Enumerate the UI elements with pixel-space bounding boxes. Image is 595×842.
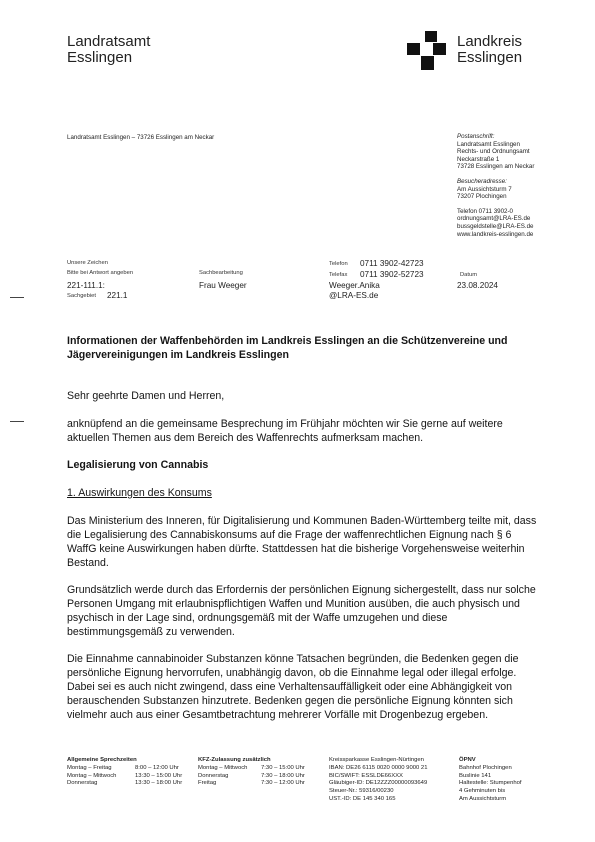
area-value: 221.1 <box>107 291 128 300</box>
transit-line: Buslinie 141 <box>459 772 492 779</box>
bank-line: Kreissparkasse Esslingen-Nürtingen <box>329 757 424 763</box>
hours-day: Montag – Freitag <box>67 764 112 771</box>
hours-time: 13:30 – 15:00 Uhr <box>135 772 183 779</box>
postal-line: Landratsamt Esslingen <box>457 140 520 148</box>
bank-line: Gläubiger-ID: DE12ZZZ00000093649 <box>329 780 428 787</box>
sender-line-1: Landratsamt <box>67 33 151 50</box>
bank-line: Steuer-Nr.: 59316/00230 <box>329 788 394 795</box>
sidebar-contact <box>457 133 534 238</box>
subsection-heading: 1. Auswirkungen des Konsums <box>67 487 212 499</box>
bank-line: IBAN: DE26 6115 0020 0000 9000 21 <box>329 764 428 771</box>
office-hours-title: Allgemeine Sprechzeiten <box>67 757 137 763</box>
paragraph: Das Ministerium des Inneren, für Digitalisierung und Kommunen Baden-Württemberg teilte mit, dass die Legalisierung des Cannabiskonsums auf die Frage der waffenrechtlichen Eignung nach § 6 WaffG keine Auswirkungen haben dürfte. Stattdessen hat die bisherige Vorgehensweise weiterhin Bestand. <box>67 515 537 569</box>
bank-line: BIC/SWIFT: ESSLDE66XXX <box>329 772 403 779</box>
postal-line: 73728 Esslingen am Neckar <box>457 163 535 171</box>
intro-paragraph: anknüpfend an die gemeinsame Besprechung im Frühjahr möchten wir Sie gerne auf weitere aktuellen Themen aus dem Bereich des Waffenrechts aufmerksam machen. <box>67 418 503 444</box>
ref-value: 221-111.1: <box>67 281 105 290</box>
section-heading: Legalisierung von Cannabis <box>67 459 209 471</box>
contact-email-link[interactable]: ordnungsamt@LRA-ES.de <box>457 215 531 223</box>
sender-name <box>67 34 150 66</box>
paragraph: Die Einnahme cannabinoider Substanzen könne Tatsachen begründen, die Bedenken gegen die persönliche Eignung hervorrufen, unabhängig davon, ob die Einnahme legal oder illegal erfolge. Dabei sei es auch nicht zwingend, dass eine Verhaltensauffälligkeit oder eine Abhängigkeit von berauschenden Substanzen hinzutrete. Bedenken gegen die persönliche Eignung könnten sich vielmehr auch aus einer Gesamtbetrachtung mehrerer Vorfälle mit Drogenbezug ergeben. <box>67 653 519 721</box>
date-value: 23.08.2024 <box>457 281 498 290</box>
footer-kfz-hours <box>198 757 305 788</box>
date-label: Datum <box>460 272 478 278</box>
website-link[interactable]: www.landkreis-esslingen.de <box>457 230 534 238</box>
postal-line: Neckarstraße 1 <box>457 155 500 163</box>
visitor-line: 73207 Plochingen <box>457 193 507 201</box>
sender-line-2: Esslingen <box>67 49 133 66</box>
area-label: Sachgebiet <box>67 293 97 299</box>
email-line-1: Weeger.Anika <box>329 281 380 290</box>
brand-line-2: Esslingen <box>457 49 523 66</box>
transit-line: Bahnhof Plochingen <box>459 764 512 771</box>
brand-line-1: Landkreis <box>457 33 523 50</box>
kfz-day: Montag – Mittwoch <box>198 764 248 771</box>
kfz-time: 7:30 – 12:00 Uhr <box>261 780 305 787</box>
footer-bank-details <box>329 757 427 804</box>
hours-day: Montag – Mittwoch <box>67 772 117 779</box>
transit-line: 4 Gehminuten bis <box>459 788 506 795</box>
kfz-time: 7:30 – 15:00 Uhr <box>261 764 305 771</box>
fold-mark <box>10 421 24 422</box>
email-line-2: @LRA-ES.de <box>329 291 379 300</box>
phone-label: Telefon <box>329 261 348 267</box>
subject-line: Informationen der Waffenbehörden im Landkreis Esslingen an die Schützenvereine und Jägervereinigungen im Landkreis Esslingen <box>67 335 508 361</box>
transit-line: Am Aussichtsturm <box>459 795 507 802</box>
postal-line: Rechts- und Ordnungsamt <box>457 148 530 156</box>
footer-transit <box>459 757 522 804</box>
hours-time: 8:00 – 12:00 Uhr <box>135 764 179 771</box>
fold-mark <box>10 297 24 298</box>
kfz-day: Donnerstag <box>198 772 229 779</box>
phone-value: 0711 3902-42723 <box>360 259 424 268</box>
kfz-day: Freitag <box>198 780 217 787</box>
visitor-label: Besucheradresse: <box>457 177 507 185</box>
reply-label: Bitte bei Antwort angeben <box>67 270 134 276</box>
clerk-label: Sachbearbeitung <box>199 270 243 276</box>
contact-email-link[interactable]: bussgeldstelle@LRA-ES.de <box>457 222 534 230</box>
kfz-title: KFZ-Zulassung zusätzlich <box>198 757 271 763</box>
brand-name <box>457 34 522 66</box>
return-address: Landratsamt Esslingen – 73726 Esslingen am Neckar <box>67 134 215 141</box>
landkreis-logo-icon <box>407 31 447 71</box>
transit-line: Haltestelle: Stumpenhof <box>459 780 522 787</box>
clerk-value: Frau Weeger <box>199 281 247 290</box>
hours-time: 13:30 – 18:00 Uhr <box>135 780 183 787</box>
contact-phone: Telefon 0711 3902-0 <box>457 207 513 215</box>
visitor-line: Am Aussichtsturm 7 <box>457 185 512 193</box>
salutation: Sehr geehrte Damen und Herren, <box>67 390 225 402</box>
fax-value: 0711 3902-52723 <box>360 270 424 279</box>
kfz-time: 7:30 – 18:00 Uhr <box>261 772 305 779</box>
hours-day: Donnerstag <box>67 780 98 787</box>
footer-office-hours <box>67 757 182 788</box>
our-ref-label: Unsere Zeichen <box>67 260 108 266</box>
bank-line: UST.-ID: DE 145 340 165 <box>329 795 396 802</box>
postal-label: Postanschrift: <box>457 133 495 140</box>
paragraph: Grundsätzlich werde durch das Erfordernis der persönlichen Eignung sichergestellt, dass nur solche Personen Umgang mit erlaubnispflichtigen Waffen und Munition ausüben, die auch physisch und psychisch in der Lage sind, ordnungsgemäß mit der Waffe umzugehen und diese bestimmungsgemäß zu verwenden. <box>67 584 536 638</box>
transit-title: ÖPNV <box>459 757 476 763</box>
fax-label: Telefax <box>329 272 348 278</box>
